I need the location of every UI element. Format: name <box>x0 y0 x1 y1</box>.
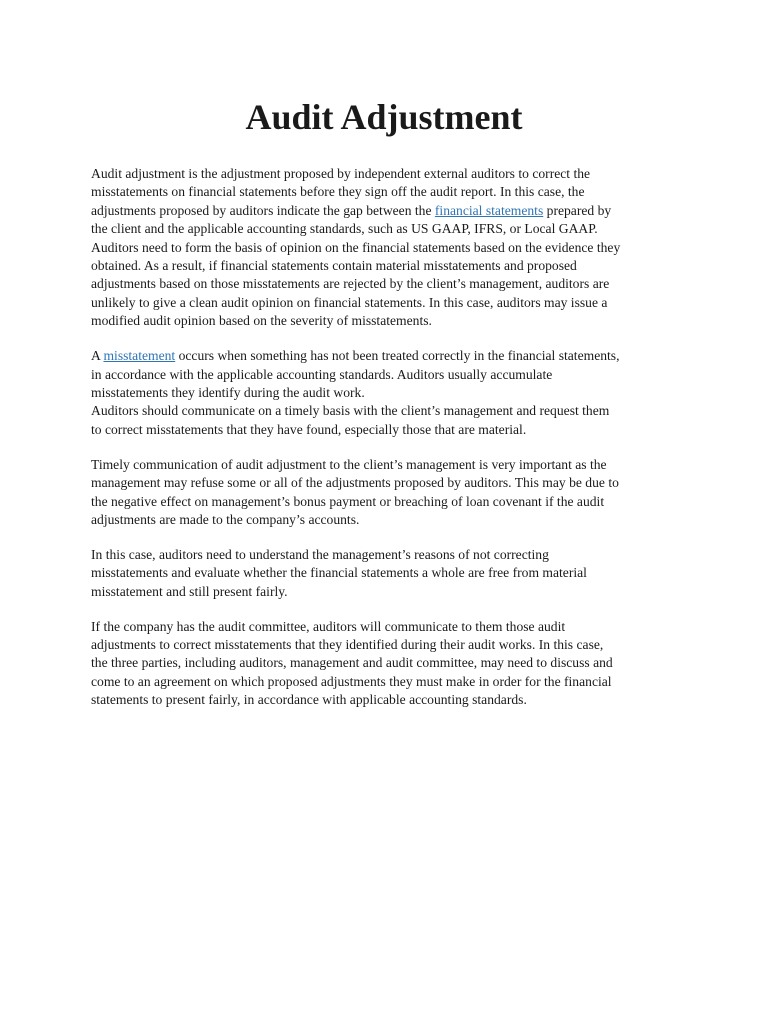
paragraph <box>91 618 683 710</box>
text-line <box>91 257 683 275</box>
text-segment: misstatements on financial statements before they sign off the audit report. In this case, the <box>91 184 585 200</box>
text-segment: adjustments proposed by auditors indicate the gap between the <box>91 202 435 218</box>
text-segment: occurs when something has not been treated correctly in the financial statements, <box>175 348 620 364</box>
paragraph <box>91 347 683 439</box>
document-title: Audit Adjustment <box>245 97 523 137</box>
text-segment: adjustments to correct misstatements that they identified during their audit works. In this case, <box>91 636 604 652</box>
text-line <box>91 691 683 709</box>
text-line <box>91 366 683 384</box>
text-line <box>91 275 683 293</box>
text-segment: In this case, auditors need to understand the management’s reasons of not correcting <box>91 546 549 562</box>
text-line <box>91 564 683 582</box>
text-segment: misstatements they identify during the audit work. <box>91 384 365 400</box>
text-segment: Auditors should communicate on a timely basis with the client’s management and request them <box>91 403 610 419</box>
text-line <box>91 546 683 564</box>
text-segment: misstatement and still present fairly. <box>91 583 288 599</box>
text-line <box>91 474 683 492</box>
text-line <box>91 673 683 691</box>
text-segment: If the company has the audit committee, auditors will communicate to them those audit <box>91 618 566 634</box>
text-line <box>91 583 683 601</box>
text-segment: A <box>91 348 104 364</box>
text-segment: unlikely to give a clean audit opinion on financial statements. In this case, auditors may issue a <box>91 294 608 310</box>
text-segment: Timely communication of audit adjustment to the client’s management is very important as the <box>91 456 607 472</box>
text-segment: misstatements and evaluate whether the financial statements a whole are free from material <box>91 565 587 581</box>
text-segment: prepared by <box>543 202 612 218</box>
inline-link[interactable]: misstatement <box>103 348 176 364</box>
text-line <box>91 202 683 220</box>
paragraph <box>91 456 683 530</box>
text-line <box>91 239 683 257</box>
text-line <box>91 347 683 365</box>
text-segment: statements to present fairly, in accordance with applicable accounting standards. <box>91 692 527 708</box>
text-line <box>91 165 683 183</box>
text-segment: adjustments based on those misstatements are rejected by the client’s management, auditors are <box>91 276 610 292</box>
text-segment: Audit adjustment is the adjustment proposed by independent external auditors to correct the <box>91 166 591 181</box>
text-segment: to correct misstatements that they have found, especially those that are material. <box>91 421 527 437</box>
text-line <box>91 294 683 312</box>
text-segment: the client and the applicable accounting standards, such as US GAAP, IFRS, or Local GAAP. <box>91 221 598 237</box>
text-line <box>91 220 683 238</box>
text-line <box>91 618 683 636</box>
text-segment: come to an agreement on which proposed adjustments they must make in order for the financial <box>91 673 612 689</box>
inline-link[interactable]: financial statements <box>434 202 544 218</box>
text-line <box>91 636 683 654</box>
text-line <box>91 402 683 420</box>
text-line <box>91 493 683 511</box>
paragraph <box>91 546 683 601</box>
text-line <box>91 654 683 672</box>
text-line <box>91 511 683 529</box>
text-line <box>91 456 683 474</box>
text-line <box>91 384 683 402</box>
text-line <box>91 312 683 330</box>
text-segment: obtained. As a result, if financial statements contain material misstatements and proposed <box>91 258 577 274</box>
text-segment: Auditors need to form the basis of opinion on the financial statements based on the evidence they <box>91 239 621 255</box>
text-segment: modified audit opinion based on the severity of misstatements. <box>91 313 432 329</box>
text-segment: in accordance with the applicable accounting standards. Auditors usually accumulate <box>91 366 553 382</box>
text-segment: the three parties, including auditors, management and audit committee, may need to discuss and <box>91 655 613 671</box>
text-line <box>91 183 683 201</box>
document-body <box>91 165 683 726</box>
text-segment: the negative effect on management’s bonus payment or breaching of loan covenant if the audit <box>91 493 605 509</box>
text-line <box>91 421 683 439</box>
paragraph <box>91 165 683 331</box>
text-segment: management may refuse some or all of the adjustments proposed by auditors. This may be due to <box>91 475 619 491</box>
text-segment: adjustments are made to the company’s accounts. <box>91 511 360 527</box>
